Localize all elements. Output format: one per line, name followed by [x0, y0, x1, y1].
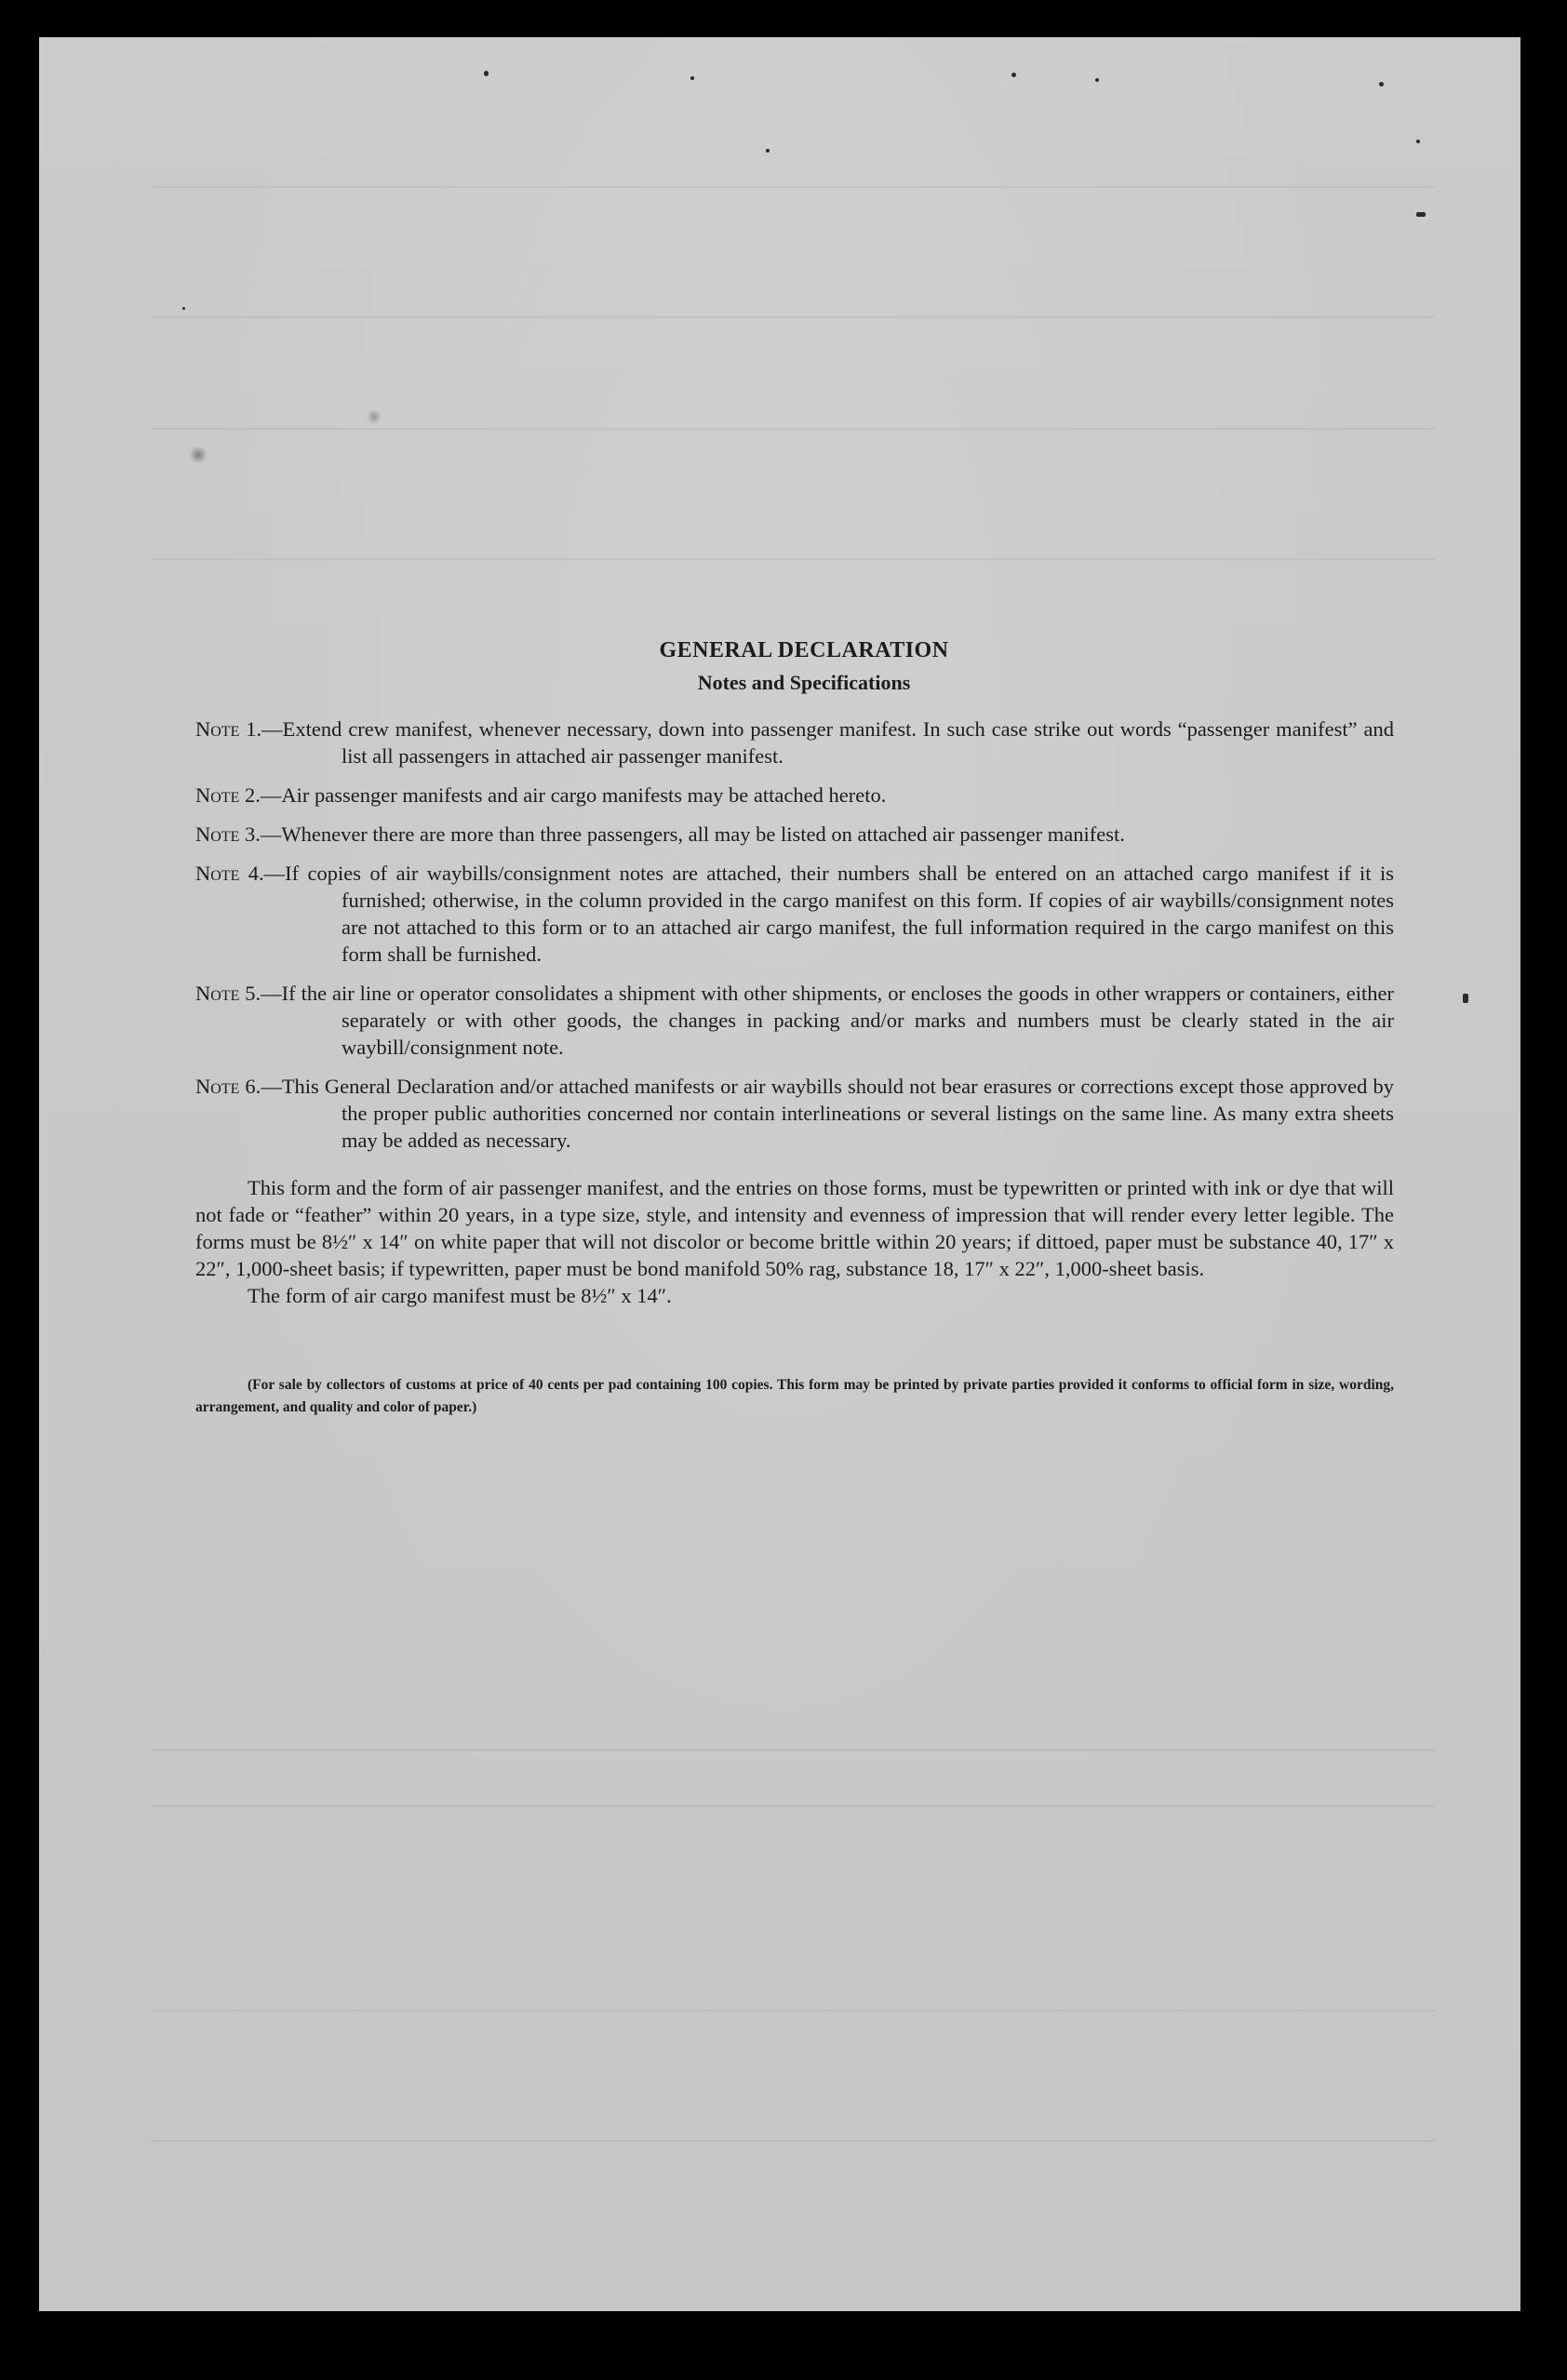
note-label: Note 1.	[195, 717, 262, 741]
note-label: Note 2.	[195, 783, 261, 807]
speck	[766, 149, 770, 153]
note-label: Note 4.	[195, 862, 264, 885]
note-text: —If copies of air waybills/consignment notes are attached, their numbers shall be entered on an attached cargo manifest if it is furnished; otherwise, in the column provided in the cargo manifest on this form. If copies of air waybills/consignment notes are not attached to this form or to an attached air cargo manifest, the full information required in the cargo manifest on this form shall be furnished.	[263, 862, 1394, 966]
bleed-line	[151, 316, 1435, 318]
bleed-line	[151, 558, 1435, 560]
note-6	[195, 1073, 1394, 1154]
sale-footnote: (For sale by collectors of customs at price of 40 cents per pad containing 100 copies. This form may be printed by private parties provided it conforms to official form in size, wording, arrangement, and quality and color of paper.)	[195, 1377, 1394, 1415]
speck	[1011, 73, 1016, 77]
note-2	[195, 782, 1394, 809]
document-page	[39, 37, 1520, 2311]
speck	[1095, 78, 1099, 82]
document-content	[195, 638, 1394, 1419]
speck	[1416, 212, 1426, 217]
note-5	[195, 980, 1394, 1061]
speck	[182, 307, 185, 310]
note-text: —Whenever there are more than three passengers, all may be listed on attached air passenger manifest.	[260, 822, 1125, 846]
specification-paragraph: This form and the form of air passenger manifest, and the entries on those forms, must be typewritten or printed with ink or dye that will not fade or “feather” within 20 years, in a type size, style, and intensity and evenness of impression that will render every letter legible. The forms must be 8½″ x 14″ on white paper that will not discolor or become brittle within 20 years; if dittoed, paper must be substance 40, 17″ x 22″, 1,000-sheet basis; if typewritten, paper must be bond manifold 50% rag, substance 18, 17″ x 22″, 1,000-sheet basis.	[195, 1176, 1394, 1280]
note-text: —This General Declaration and/or attached manifests or air waybills should not bear erasures or corrections except those approved by the proper public authorities concerned nor contain interlineations or several listings on the same line. As many extra sheets may be added as necessary.	[261, 1075, 1394, 1152]
bleed-line	[151, 2010, 1435, 2012]
note-text: —Air passenger manifests and air cargo manifests may be attached hereto.	[260, 783, 887, 807]
note-label: Note 6.	[195, 1075, 261, 1098]
note-4	[195, 860, 1394, 968]
speck	[484, 71, 489, 76]
note-1	[195, 715, 1394, 769]
cargo-manifest-size-line: The form of air cargo manifest must be 8½″ x 14″.	[248, 1284, 672, 1307]
smudge	[188, 447, 208, 463]
document-title: GENERAL DECLARATION	[659, 638, 949, 662]
bleed-line	[151, 428, 1435, 430]
bleed-line	[151, 1805, 1435, 1807]
speck	[1416, 140, 1420, 143]
note-3	[195, 821, 1394, 848]
document-subtitle: Notes and Specifications	[697, 671, 911, 694]
speck	[690, 76, 694, 80]
smudge	[367, 409, 382, 424]
bleed-line	[151, 186, 1435, 188]
note-label: Note 3.	[195, 822, 261, 846]
speck	[1463, 994, 1468, 1003]
bleed-line	[151, 2140, 1435, 2142]
note-label: Note 5.	[195, 982, 261, 1005]
bleed-line	[151, 1749, 1435, 1751]
speck	[1379, 82, 1384, 87]
note-text: —If the air line or operator consolidates a shipment with other shipments, or encloses the goods in other wrappers or containers, either separately or with other goods, the changes in packing and/or marks and numbers must be clearly stated in the air waybill/consignment note.	[261, 982, 1394, 1059]
note-text: —Extend crew manifest, whenever necessary, down into passenger manifest. In such case strike out words “passenger manifest” and list all passengers in attached air passenger manifest.	[261, 717, 1394, 768]
